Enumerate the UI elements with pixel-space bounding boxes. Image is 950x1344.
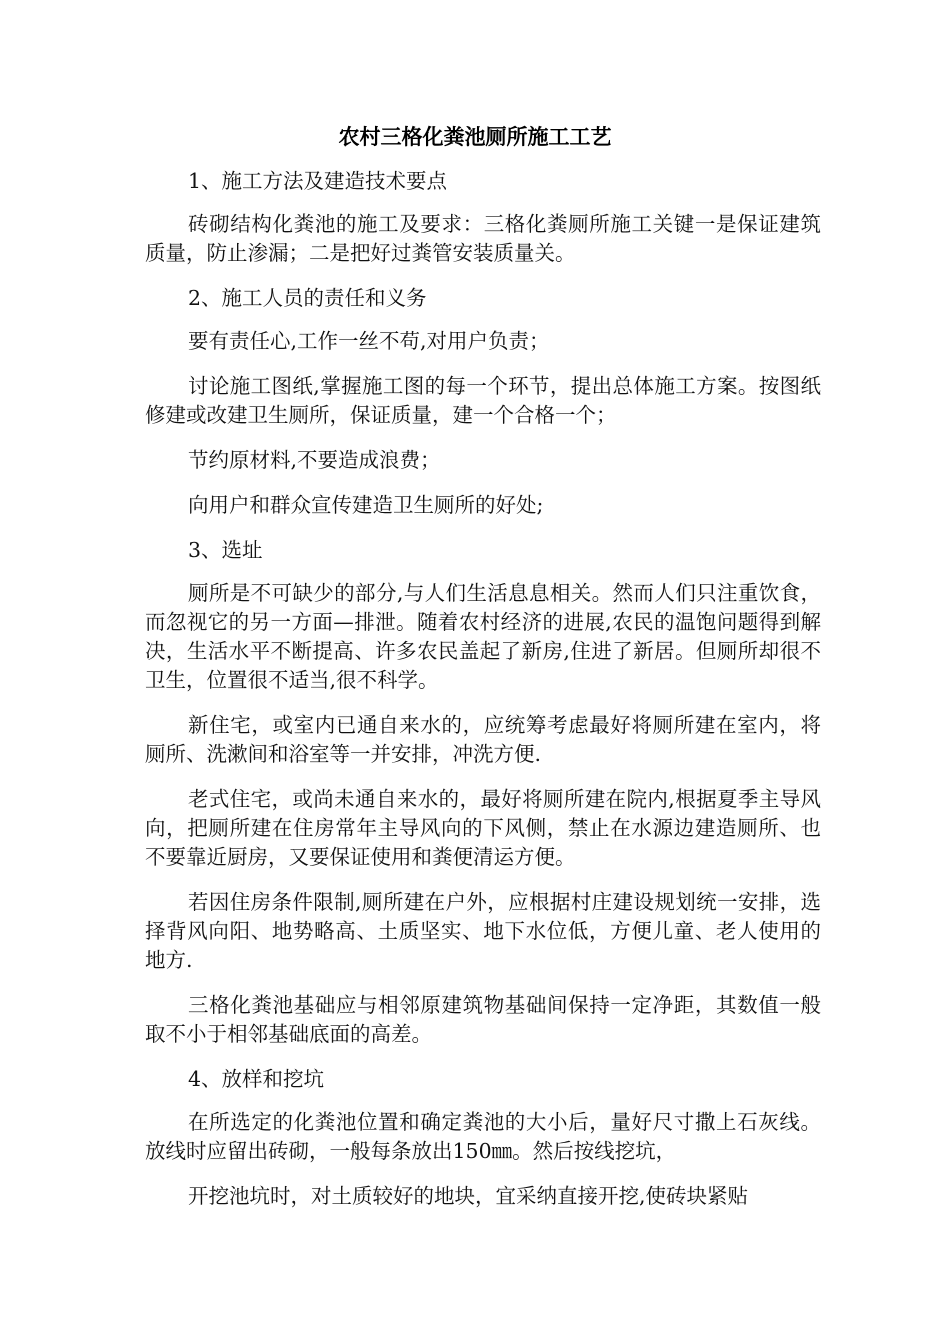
document-body [145,167,821,1227]
section-heading-3: 3、选址 [188,538,263,562]
paragraph: 开挖池坑时，对土质较好的地块，宜采纳直接开挖,使砖块紧贴 [188,1184,749,1208]
section-heading-4: 4、放样和挖坑 [188,1067,325,1091]
paragraph: 厕所是不可缺少的部分,与人们生活息息相关。然而人们只注重饮食，而忽视它的另一方面—排泄。随着农村经济的进展,农民的温饱问题得到解决，生活水平不断提高、许多农民盖起了新房,住进了新居。但厕所却很不卫生，位置很不适当,很不科学。 [145,581,821,692]
paragraph: 若因住房条件限制,厕所建在户外，应根据村庄建设规划统一安排，选择背风向阳、地势略高、土质坚实、地下水位低，方便儿童、老人使用的地方. [145,890,821,972]
paragraph: 要有责任心,工作一丝不苟,对用户负责； [188,329,550,353]
paragraph: 节约原材料,不要造成浪费； [188,448,441,472]
section-heading-1: 1、施工方法及建造技术要点 [188,169,448,193]
paragraph: 讨论施工图纸,掌握施工图的每一个环节，提出总体施工方案。按图纸修建或改建卫生厕所，保证质量，建一个合格一个； [145,374,821,427]
document-title: 农村三格化粪池厕所施工工艺 [338,125,612,149]
paragraph: 在所选定的化粪池位置和确定粪池的大小后，量好尺寸撒上石灰线。放线时应留出砖砌，一般每条放出150㎜。然后按线挖坑， [145,1110,821,1163]
paragraph: 砖砌结构化粪池的施工及要求：三格化粪厕所施工关键一是保证建筑质量，防止渗漏；二是把好过粪管安装质量关。 [145,212,821,265]
section-heading-2: 2、施工人员的责任和义务 [188,286,427,310]
paragraph: 新住宅，或室内已通自来水的，应统筹考虑最好将厕所建在室内，将厕所、洗漱间和浴室等一并安排，冲洗方便. [145,713,821,766]
paragraph: 三格化粪池基础应与相邻原建筑物基础间保持一定净距，其数值一般取不小于相邻基础底面的高差。 [145,993,821,1046]
paragraph: 向用户和群众宣传建造卫生厕所的好处; [188,493,544,517]
paragraph: 老式住宅，或尚未通自来水的，最好将厕所建在院内,根据夏季主导风向，把厕所建在住房常年主导风向的下风侧，禁止在水源边建造厕所、也不要靠近厨房，又要保证使用和粪便清运方便。 [145,787,821,869]
